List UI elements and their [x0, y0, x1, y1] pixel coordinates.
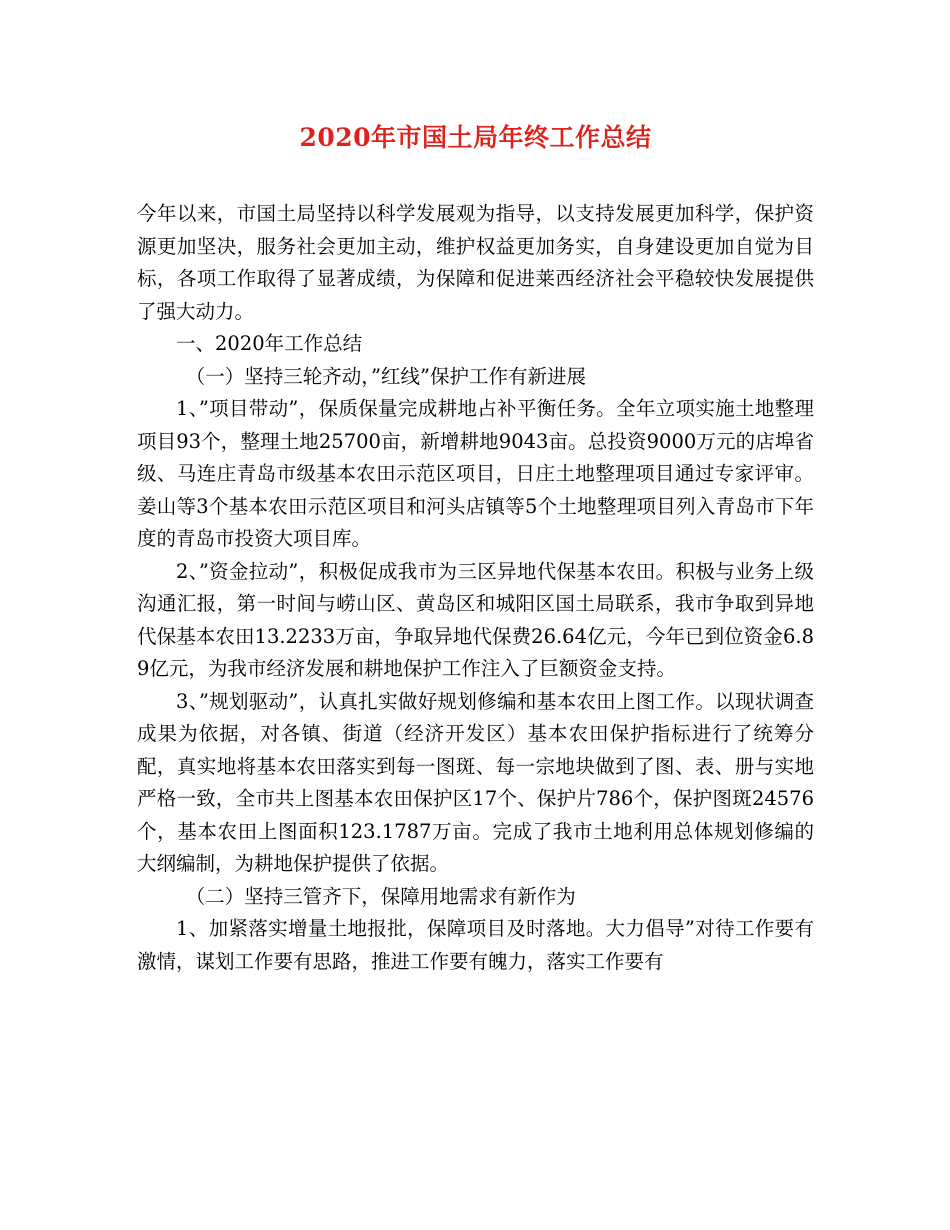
paragraph-item-1: 1、”项目带动”，保质保量完成耕地占补平衡任务。全年立项实施土地整理项目93个，整理土地25700亩，新增耕地9043亩。总投资9000万元的店埠省级、马连庄青岛市级基本农田示范区项目，日庄土地整理项目通过专家评审。姜山等3个基本农田示范区项目和河头店镇等5个土地整理项目列入青岛市下年度的青岛市投资大项目库。 [137, 397, 814, 550]
subsection-heading-1: （一）坚持三轮齐动，”红线”保护工作有新进展 [185, 364, 586, 388]
intro-paragraph: 今年以来，市国土局坚持以科学发展观为指导，以支持发展更加科学，保护资源更加坚决，服务社会更加主动，维护权益更加务实，自身建设更加自觉为目标，各项工作取得了显著成绩，为保障和促进莱西经济社会平稳较快发展提供了强大动力。 [137, 202, 814, 323]
subsection-heading-2: （二）坚持三管齐下，保障用地需求有新作为 [185, 884, 576, 908]
paragraph-item-2: 2、”资金拉动”，积极促成我市为三区异地代保基本农田。积极与业务上级沟通汇报，第一时间与崂山区、黄岛区和城阳区国土局联系，我市争取到异地代保基本农田13.2233万亩，争取异地代保费26.64亿元，今年已到位资金6.89亿元，为我市经济发展和耕地保护工作注入了巨额资金支持。 [137, 559, 814, 680]
paragraph-item-4: 1、加紧落实增量土地报批，保障项目及时落地。大力倡导”对待工作要有激情，谋划工作要有思路，推进工作要有魄力，落实工作要有 [137, 917, 814, 973]
document-title: 2020年市国土局年终工作总结 [299, 123, 652, 152]
section-heading-1: 一、2020年工作总结 [176, 332, 363, 355]
paragraph-item-3: 3、”规划驱动”，认真扎实做好规划修编和基本农田上图工作。以现状调查成果为依据，对各镇、街道（经济开发区）基本农田保护指标进行了统筹分配，真实地将基本农田落实到每一图斑、每一宗地块做到了图、表、册与实地严格一致，全市共上图基本农田保护区17个、保护片786个，保护图斑24576个，基本农田上图面积123.1787万亩。完成了我市土地利用总体规划修编的大纲编制，为耕地保护提供了依据。 [137, 689, 814, 875]
